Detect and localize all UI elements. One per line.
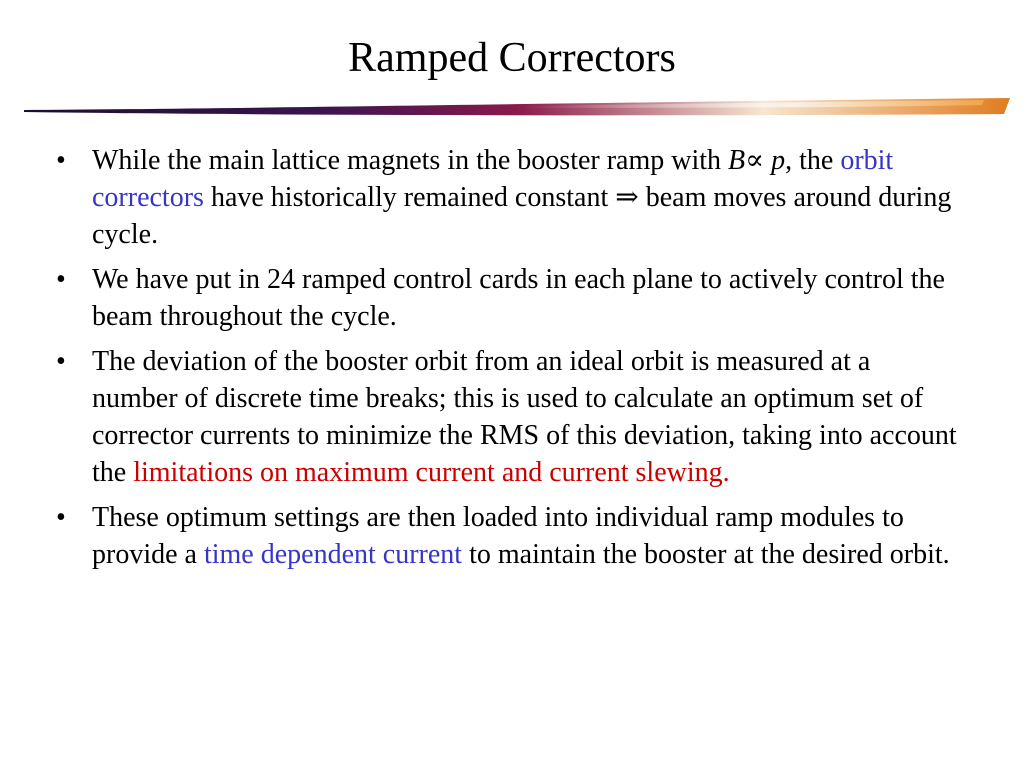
bullet-list	[50, 142, 960, 581]
bullet-glyph: •	[56, 264, 66, 295]
bullet-text-segment: to maintain the booster at the desired orbit.	[462, 539, 950, 570]
implies-arrow-symbol: ⇒	[615, 182, 639, 213]
bullet-item-3	[50, 343, 960, 491]
proportional-symbol: ∝	[745, 145, 765, 176]
bullet-text-segment: While the main lattice magnets in the booster ramp with	[92, 145, 729, 176]
bullet-text-segment: The deviation of the booster orbit from an ideal orbit is measured at a number of discrete time breaks; this is used to calculate an optimum set of corrector currents to minimize the RMS of this deviation, taking into account the	[92, 346, 957, 488]
bullet-text-segment: beam moves around during cycle.	[92, 182, 952, 250]
highlight-limitations: limitations on maximum current and current slewing.	[133, 457, 730, 488]
bullet-glyph: •	[56, 346, 66, 377]
math-symbol-b: B	[728, 145, 746, 176]
bullet-item-2	[50, 261, 960, 335]
bullet-text-segment: , the	[785, 145, 841, 176]
highlight-time-dependent-current: time dependent current	[203, 539, 463, 570]
title-divider-rule	[24, 96, 1010, 128]
slide-title: Ramped Correctors	[348, 35, 676, 81]
bullet-item-4	[50, 499, 960, 573]
math-symbol-p: p	[771, 145, 786, 176]
bullet-text-segment: These optimum settings are then loaded into individual ramp modules to provide a	[92, 502, 904, 570]
bullet-glyph: •	[56, 145, 66, 176]
bullet-text-segment: have historically remained constant	[203, 182, 616, 213]
bullet-text-segment: We have put in 24 ramped control cards in each plane to actively control the beam throughout the cycle.	[92, 264, 945, 332]
highlight-orbit-correctors: orbit correctors	[92, 145, 894, 213]
bullet-item-1	[50, 142, 960, 253]
bullet-glyph: •	[56, 502, 66, 533]
